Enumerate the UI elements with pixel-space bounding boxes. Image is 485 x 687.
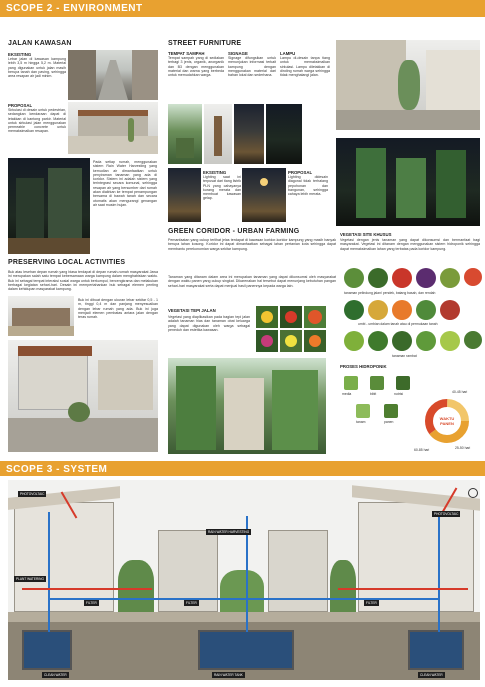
furniture-heading: STREET FURNITURE [168, 40, 242, 47]
flower-photo-5 [280, 330, 302, 352]
veg-photo-11 [440, 300, 460, 320]
veg-photo-10 [416, 300, 436, 320]
step-icon-3 [396, 376, 410, 390]
lampu-render-2 [266, 104, 302, 164]
signage-render [204, 104, 232, 164]
lighting-eksisting-text: Lighting saat ini terpusat dari tiang listrik PLN yang cahayanya kurang merata dan membuat kawasan gelap. [203, 175, 241, 201]
veg-caption-3: tanaman rambat [392, 354, 417, 358]
veg-photo-6 [464, 268, 482, 286]
veg-caption-2: umbi - umbian dalam tanah atau di permukaan tanah [358, 322, 438, 326]
veg-caption-1: tanaman pelindung jalan/ pendek, batang basah, dan rendah [344, 291, 436, 295]
proses-diagram [340, 370, 422, 440]
jalan-note-text: Pada setiap rumah, menggunakan sistem Rain Water Harvesting yang kemudian air dimanfaatkan untuk penyiraman tanaman yang ada di koridor. Sistem ini adalah sistem yang terintegrasi secara komunal, sehingga resapan air yang bersumber dari rumah akan dialirkan ke tempat penampungan bersama di bawah tanah dan secara otomatis akan mengurangi genangan air saat musim hujan. [93, 160, 157, 207]
jalan-rainwater-render [8, 158, 90, 254]
preserving-render [8, 340, 158, 452]
step-icon-1 [344, 376, 358, 390]
scope2-title-bar [0, 0, 485, 17]
step-3: nutrisi [394, 392, 404, 396]
photovoltaic-right: PHOTOVOLTAIC [434, 512, 459, 516]
lampu-label: LAMPU [280, 51, 296, 56]
panen-a: 40-45 hari [452, 390, 468, 394]
preserving-text: Buk atau lesehan depan rumah yang biasa terdapat di depan rumah-rumah masyarakat Jawa ini merupakan salah satu tempat kebersamaan warga kampung dalam menghabiskan waktu. Buk ini sebagai tempat interaksi sosial warga untuk berkumpul, bercengkrama dan melakukan berbagai kegiatan sehari-hari. Desain ini mempertahankan buk sebagai elemen penting dalam kehidupan masyarakat kampung. [8, 270, 158, 292]
corridor-heading: GREEN CORIDOR - URBAN FARMING [168, 228, 300, 235]
vegetasi-khusus-text: Vegetasi dengan jenis tanaman yang dapat dikonsumsi dan bermanfaat bagi masyarakat. Vegetasi ini ditanam dengan menggunakan sistem hidroponik sehingga dapat memaksimalkan lahan yang terbatas pada koridor kampung. [340, 238, 480, 251]
veg-photo-7 [344, 300, 364, 320]
jalan-proposal-render [68, 102, 158, 154]
preserving-photo-1 [8, 296, 74, 336]
lighting-proposal-render [242, 168, 286, 222]
lighting-eksisting-label: EKSISTING [203, 170, 227, 175]
veg-photo-5 [440, 268, 460, 288]
step-1: media [342, 392, 352, 396]
tempat-sampah-label: TEMPAT SAMPAH [168, 51, 205, 56]
veg-photo-3 [392, 268, 412, 288]
scope3-title: SCOPE 3 - SYSTEM [6, 464, 108, 475]
clean-water-left: CLEAN WATER [44, 673, 67, 677]
tempat-sampah-render [168, 104, 202, 164]
clean-water-right: CLEAN WATER [420, 673, 443, 677]
preserving-note-text: Buk ini dibuat dengan ukuran lebar sekitar 0,5 - 1 m, tinggi 0,4 m dan panjang menyesuaikan dengan lebar rumah yang ada. Buk ini juga menjadi elemen pembatas antara jalan dengan teras rumah. [78, 298, 158, 320]
step-4: tanam [356, 420, 366, 424]
veg-photo-15 [416, 331, 436, 351]
panen-label: WAKTU PANEN [439, 416, 455, 426]
jalan-proposal-label: PROPOSAL [8, 103, 33, 108]
signage-text: Signage difungsikan untuk menunjukan informasi terkait kampung dengan menggunakan material dari bahan lokal dan sederhana. [228, 56, 276, 78]
veg-photo-2 [368, 268, 388, 288]
system-section [8, 480, 480, 680]
lighting-proposal-label: PROPOSAL [288, 170, 313, 175]
veg-photo-1 [344, 268, 364, 288]
step-icon-2 [370, 376, 384, 390]
corridor-text-1: Pemanfaatan yang cukup terlihat jelas terdapat di kawasan koridor-koridor kampung yang masih banyak berupa lahan kosong. Koridor ini dapat dimanfaatkan sebagai lahan pertanian kota sehingga dapat membantu perekonomian warga sekitar kampung. [168, 238, 336, 251]
proses-label: PROSES HIDROPONIK [340, 364, 387, 369]
veg-photo-16 [440, 331, 460, 351]
jalan-eksisting-label: EKSISTING [8, 52, 32, 57]
filter-1-label: FILTER [86, 601, 97, 605]
vegetasi-tepi-label: VEGETASI TEPI JALAN [168, 308, 216, 313]
step-icon-4 [356, 404, 370, 418]
flower-photo-1 [256, 306, 278, 328]
veg-photo-9 [392, 300, 412, 320]
lampu-render-1 [234, 104, 264, 164]
furniture-street-render [336, 40, 480, 130]
flower-photo-4 [256, 330, 278, 352]
veg-photo-4 [416, 268, 436, 288]
flower-photo-3 [304, 306, 326, 328]
tempat-sampah-text: Tempat sampah yang di sediakan terbagi 3 jenis, organik, anorganik dan B3 dengan menggunakan material dan warna yang berbeda untuk memudahkan warga. [168, 56, 224, 78]
vegetasi-tepi-text: Vegetasi yang diaplikasikan pada bagian tepi jalan adalah tanaman hias dan tanaman obat keluarga yang dapat digunakan oleh warga sebagai peneduh dan estetika kawasan. [168, 315, 250, 332]
veg-photo-13 [368, 331, 388, 351]
vegetasi-khusus-label: VEGETASI SITE KHUSUS [340, 232, 392, 237]
step-icon-5 [384, 404, 398, 418]
sun-icon [468, 488, 478, 498]
scope3-title-bar [0, 461, 485, 476]
signage-label: SIGNAGE [228, 51, 248, 56]
lighting-proposal-text: Lighting didesain diagonal tidak terhalang pepohonan dan bangunan, sehingga cahaya lebih merata. [288, 175, 328, 197]
jalan-eksisting-text: Lebar jalan di kawasan kampung lebih 3,5 m hingga 5,2 m. Material yang digunakan untuk jalan masih berupa tanah dan paving, sehingga area resapan air jadi minim. [8, 57, 66, 79]
jalan-proposal-text: Sirkulasi di desain untuk pedestrian, sedangkan kendaraan dapat di letakkan di kantong parkir. Material untuk sirkulasi jalan menggunakan permeable concrete untuk memaksimalkan resapan. [8, 108, 66, 134]
preserving-heading: PRESERVING LOCAL ACTIVITIES [8, 259, 126, 266]
photovoltaic-left: PHOTOVOLTAIC [20, 492, 45, 496]
green-corridor-night-render [336, 138, 480, 226]
veg-photo-8 [368, 300, 388, 320]
jalan-eksisting-photo [68, 50, 158, 100]
lampu-text: Lampu di-desain tanpa tiang untuk memaksimalkan sirkulasi. Lampu diletakkan di dinding rumah warga sehingga tidak menghalangi jalan. [280, 56, 330, 78]
veg-photo-12 [344, 331, 364, 351]
veg-photo-17 [464, 331, 482, 349]
flower-photo-6 [304, 330, 326, 352]
rain-water-tank-label: RAIN WATER TANK [214, 673, 243, 677]
panen-b: 60-85 hari [414, 448, 430, 452]
scope2-title: SCOPE 2 - ENVIRONMENT [6, 3, 143, 14]
filter-2-label: FILTER [186, 601, 197, 605]
rain-water-label: RAIN WATER HARVESTING [208, 530, 250, 534]
step-2: bibit [370, 392, 377, 396]
corridor-text-2: Tanaman yang ditanam dalam area ini merupakan tanaman yang dapat dikonsumsi oleh masyarakat dengan waktu panen yang cukup singkat. Dikarenakan hal tersebut dapat menunjang kebutuhan pangan sehari-hari masyarakat serta dapat menjual hasil panennya kepada warga lain. [168, 275, 336, 288]
lighting-eksisting-photo [168, 168, 201, 222]
filter-3-label: FILTER [366, 601, 377, 605]
plant-watering-label: PLANT WATERING [16, 577, 44, 581]
step-5: panen [384, 420, 394, 424]
jalan-heading: JALAN KAWASAN [8, 40, 72, 47]
flower-photo-2 [280, 306, 302, 328]
veg-photo-14 [392, 331, 412, 351]
urban-farming-render [168, 358, 326, 454]
panen-c: 25-50 hari [455, 446, 471, 450]
